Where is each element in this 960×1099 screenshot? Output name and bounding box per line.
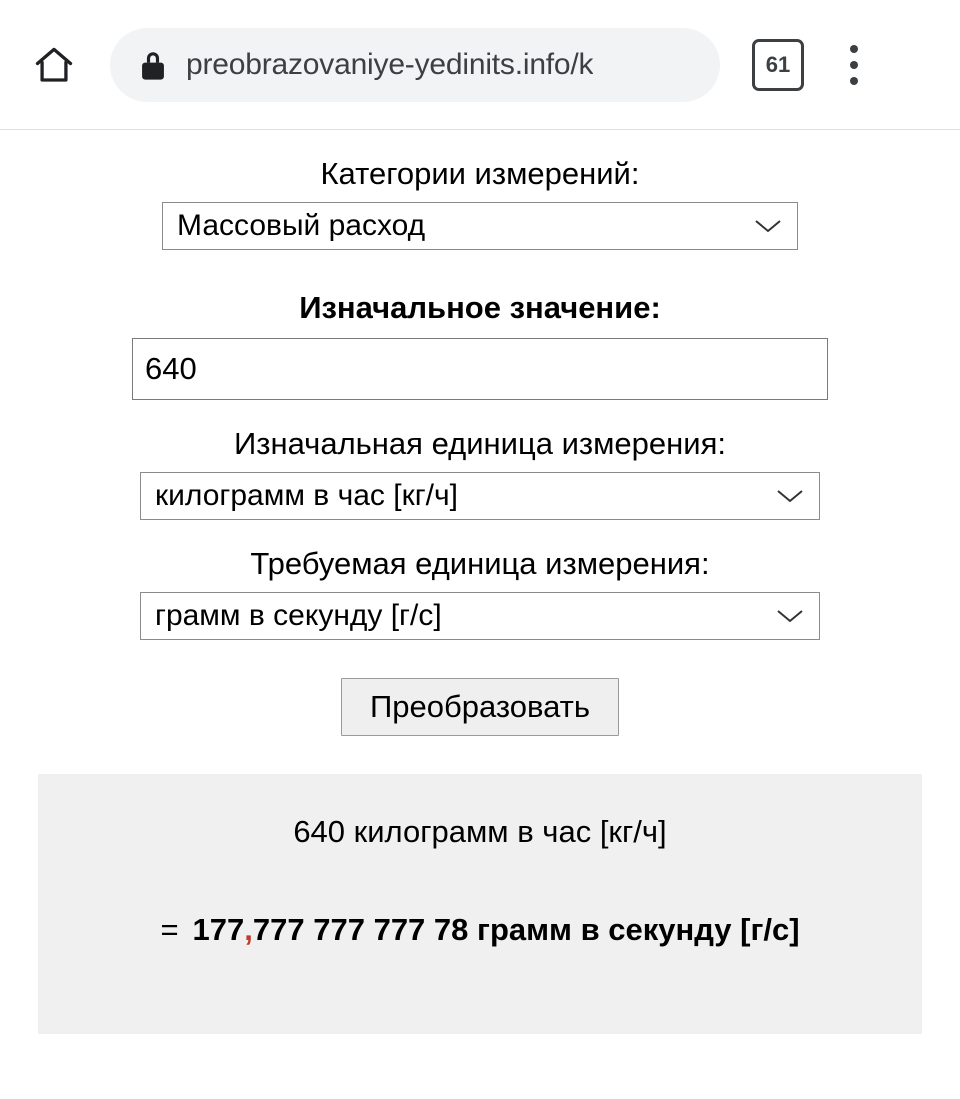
value-label: Изначальное значение: xyxy=(299,290,661,325)
result-converted-value xyxy=(48,912,912,948)
category-label: Категории измерений: xyxy=(320,156,640,191)
address-bar[interactable] xyxy=(110,28,720,102)
browser-toolbar xyxy=(0,0,960,130)
home-icon[interactable] xyxy=(26,37,82,93)
chevron-down-icon xyxy=(775,487,805,505)
menu-dot xyxy=(850,77,858,85)
chevron-down-icon xyxy=(775,607,805,625)
from-unit-label: Изначальная единица измерения: xyxy=(234,426,726,461)
result-panel xyxy=(38,774,922,1034)
equals-sign: = xyxy=(160,911,179,947)
convert-button-row xyxy=(0,678,960,736)
category-select-value: Массовый расход xyxy=(177,209,426,242)
overflow-menu-icon[interactable] xyxy=(826,35,882,95)
result-integer-part: 177 xyxy=(192,911,245,947)
result-unit: грамм в секунду [г/с] xyxy=(477,911,800,947)
from-unit-select[interactable] xyxy=(140,472,820,520)
to-unit-select[interactable] xyxy=(140,592,820,640)
result-fraction-part: 777 777 777 78 xyxy=(252,911,469,947)
url-text: preobrazovaniye-yedinits.info/k xyxy=(186,47,594,81)
result-source-value: 640 килограмм в час [кг/ч] xyxy=(293,813,667,849)
value-input[interactable] xyxy=(132,338,828,400)
lock-icon xyxy=(138,48,168,82)
decimal-separator: , xyxy=(244,911,253,947)
menu-dot xyxy=(850,45,858,53)
tab-switcher-button[interactable] xyxy=(752,39,804,91)
from-unit-select-value: килограмм в час [кг/ч] xyxy=(155,479,458,512)
tab-count-label: 61 xyxy=(765,51,791,77)
category-select[interactable] xyxy=(162,202,798,250)
convert-button[interactable]: Преобразовать xyxy=(341,678,619,736)
to-unit-label: Требуемая единица измерения: xyxy=(250,546,710,581)
chevron-down-icon xyxy=(753,217,783,235)
to-unit-select-value: грамм в секунду [г/с] xyxy=(155,599,442,632)
page-content xyxy=(0,156,960,1034)
menu-dot xyxy=(850,61,858,69)
